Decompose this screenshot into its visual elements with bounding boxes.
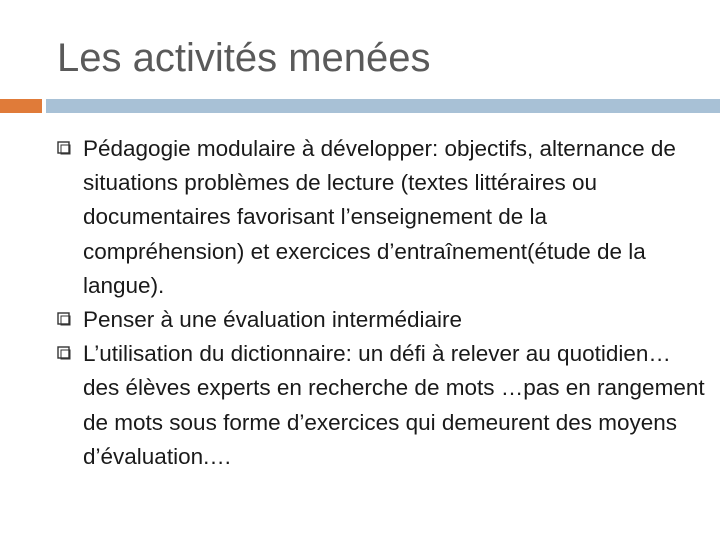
hollow-square-bullet-icon (57, 141, 71, 155)
bullet-text: Penser à une évaluation intermédiaire (83, 307, 462, 333)
title-accent-bar (0, 99, 42, 113)
bullet-text: Pédagogie modulaire à développer: objectifs, alternance de situations problèmes de lecture (textes littéraires ou documentaires favorisant l’enseignement de la compréhension) et exercices d’entraînement(étude de la langue). (83, 136, 676, 298)
title-rule-bar (46, 99, 720, 113)
bullet-list (57, 132, 707, 474)
bullet-item (57, 132, 707, 303)
hollow-square-bullet-icon (57, 312, 71, 326)
bullet-text: L’utilisation du dictionnaire: un défi à relever au quotidien…des élèves experts en recherche de mots …pas en rangement de mots sous forme d’exercices qui demeurent des moyens d’évaluation.… (83, 341, 705, 469)
bullet-item (57, 337, 707, 474)
slide-title: Les activités menées (57, 36, 431, 80)
bullet-item (57, 303, 707, 337)
hollow-square-bullet-icon (57, 346, 71, 360)
